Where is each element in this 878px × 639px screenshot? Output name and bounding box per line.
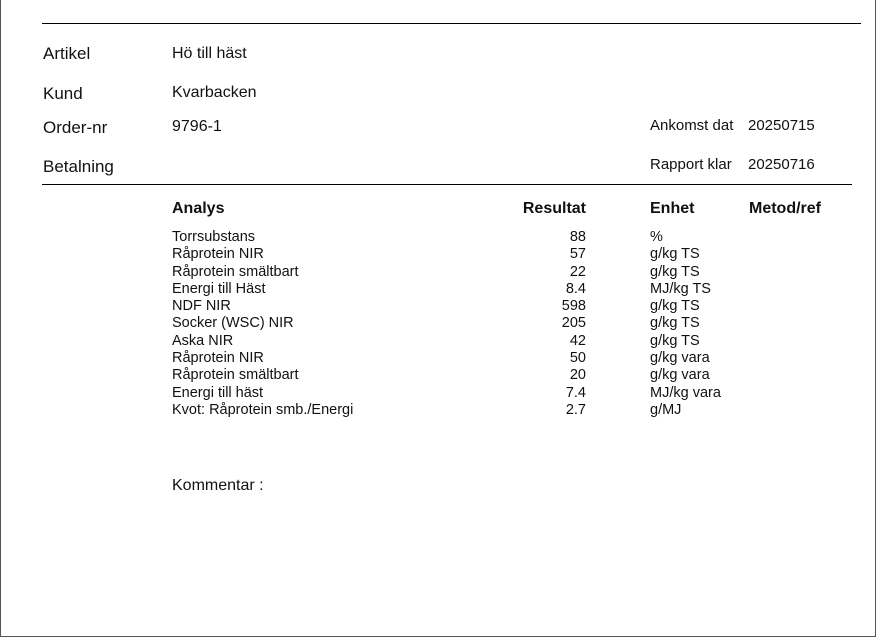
analys-cell: Råprotein NIR xyxy=(172,350,264,367)
resultat-cell: 7.4 xyxy=(565,384,586,401)
analys-cell: Råprotein NIR xyxy=(172,246,264,263)
resultat-cell: 42 xyxy=(569,332,586,349)
table-row xyxy=(0,264,878,281)
comment-label: Kommentar : xyxy=(172,477,264,494)
column-header-enhet: Enhet xyxy=(650,200,695,217)
resultat-cell: 57 xyxy=(569,246,586,263)
resultat-cell: 50 xyxy=(569,350,586,367)
table-row xyxy=(0,402,878,419)
resultat-cell: 20 xyxy=(569,367,586,384)
column-header-analys: Analys xyxy=(172,200,225,217)
enhet-cell: g/kg TS xyxy=(650,332,700,349)
table-row xyxy=(0,246,878,263)
enhet-cell: g/kg TS xyxy=(650,263,700,280)
table-row xyxy=(0,281,878,298)
enhet-cell: g/kg TS xyxy=(650,298,700,315)
table-row xyxy=(0,350,878,367)
analys-cell: Energi till Häst xyxy=(172,280,266,297)
enhet-cell: g/kg TS xyxy=(650,315,700,332)
analys-cell: Torrsubstans xyxy=(172,229,256,245)
table-row xyxy=(0,333,878,350)
kund-value: Kvarbacken xyxy=(172,84,257,101)
rapport-value: 20250716 xyxy=(748,156,815,173)
analys-cell: Aska NIR xyxy=(172,332,234,349)
header-divider xyxy=(42,184,852,185)
enhet-cell: g/kg vara xyxy=(650,350,710,367)
table-row xyxy=(0,385,878,402)
column-header-metod: Metod/ref xyxy=(749,200,821,217)
enhet-cell: g/kg vara xyxy=(650,367,710,384)
resultat-cell: 205 xyxy=(561,315,586,332)
artikel-value: Hö till häst xyxy=(172,45,247,62)
rapport-label: Rapport klar xyxy=(650,156,732,173)
top-divider xyxy=(42,23,861,24)
analys-cell: Energi till häst xyxy=(172,384,264,401)
ankomst-label: Ankomst dat xyxy=(650,117,734,134)
table-row xyxy=(0,298,878,315)
analys-cell: Kvot: Råprotein smb./Energi xyxy=(172,401,354,418)
enhet-cell: % xyxy=(650,229,663,245)
resultat-cell: 88 xyxy=(569,229,586,245)
resultat-cell: 2.7 xyxy=(565,401,586,418)
enhet-cell: g/MJ xyxy=(650,401,682,418)
enhet-cell: MJ/kg vara xyxy=(650,384,721,401)
results-table xyxy=(0,229,878,419)
analys-cell: Råprotein smältbart xyxy=(172,367,299,384)
analys-cell: Råprotein smältbart xyxy=(172,263,299,280)
order-value: 9796-1 xyxy=(172,118,222,135)
column-header-resultat: Resultat xyxy=(522,200,586,217)
analys-cell: NDF NIR xyxy=(172,298,231,315)
ankomst-value: 20250715 xyxy=(748,117,815,134)
table-row xyxy=(0,315,878,332)
table-row xyxy=(0,229,878,246)
kund-label: Kund xyxy=(43,84,83,103)
table-row xyxy=(0,367,878,384)
enhet-cell: MJ/kg TS xyxy=(650,280,711,297)
betalning-label: Betalning xyxy=(43,157,114,176)
resultat-cell: 598 xyxy=(561,298,586,315)
enhet-cell: g/kg TS xyxy=(650,246,700,263)
order-label: Order-nr xyxy=(43,118,108,137)
resultat-cell: 8.4 xyxy=(565,280,586,297)
artikel-label: Artikel xyxy=(43,44,91,63)
analys-cell: Socker (WSC) NIR xyxy=(172,315,294,332)
resultat-cell: 22 xyxy=(569,263,586,280)
